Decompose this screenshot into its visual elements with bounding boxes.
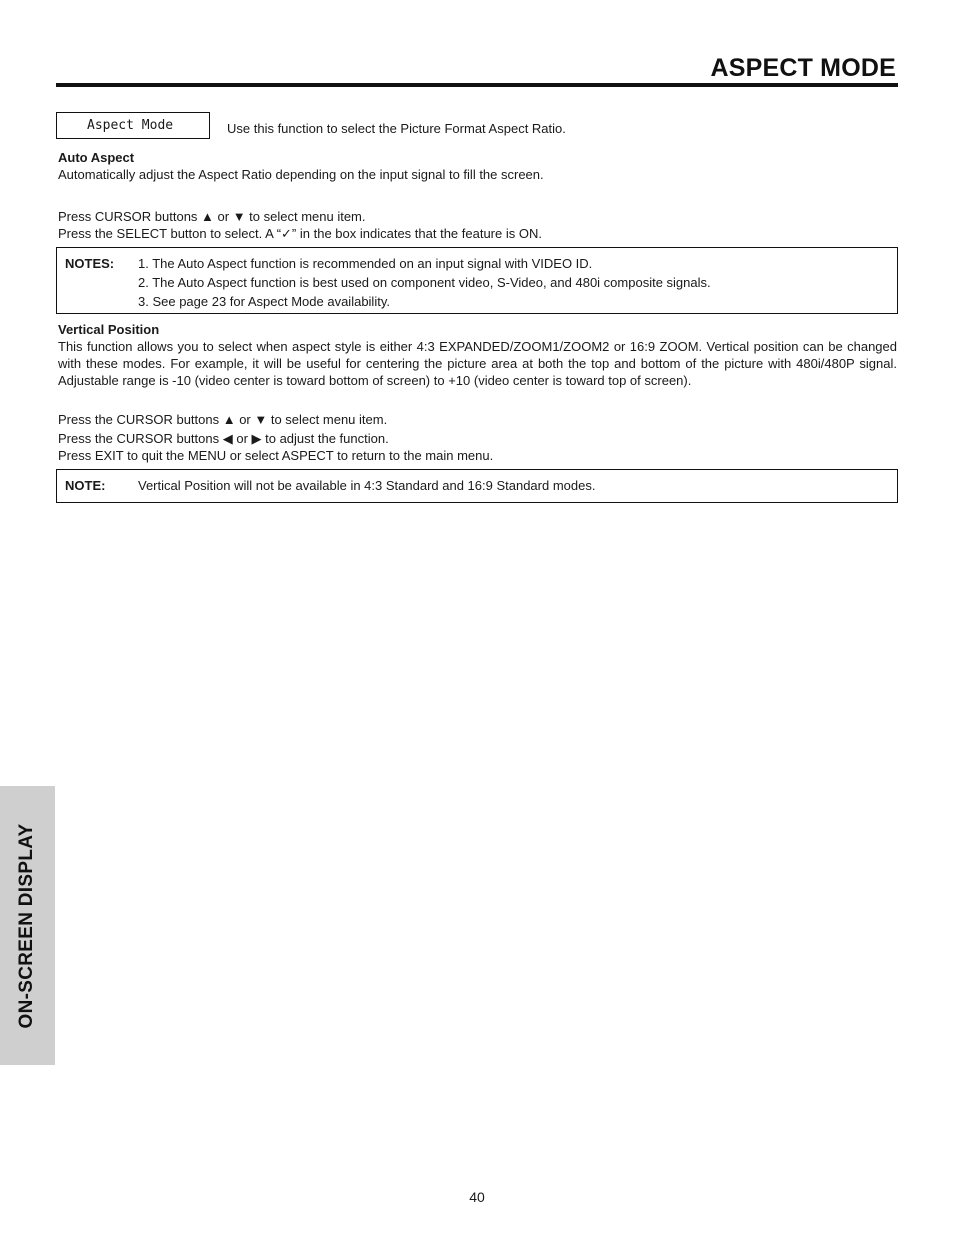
auto-aspect-section [58, 149, 898, 183]
side-tab [0, 786, 55, 1065]
note-label: NOTE: [65, 478, 106, 493]
instruction-line: Press CURSOR buttons ▲ or ▼ to select menu item. [58, 209, 366, 224]
notes-label: NOTES: [65, 256, 115, 271]
auto-aspect-heading: Auto Aspect [58, 150, 135, 165]
title-rule [56, 83, 898, 87]
auto-aspect-description: Automatically adjust the Aspect Ratio depending on the input signal to fill the screen. [58, 167, 544, 182]
instruction-line: Press the CURSOR buttons ◀ or ▶ to adjust the function. [58, 431, 389, 446]
note-text: Vertical Position will not be available in 4:3 Standard and 16:9 Standard modes. [138, 478, 596, 493]
auto-aspect-instructions [58, 208, 898, 242]
aspect-mode-menu-box [56, 112, 210, 139]
side-tab-label: ON-SCREEN DISPLAY [16, 823, 37, 1029]
aspect-mode-menu-label: Aspect Mode [87, 118, 174, 133]
notes-box [56, 247, 898, 314]
instruction-line: Press the CURSOR buttons ▲ or ▼ to select menu item. [58, 412, 388, 427]
page-title: ASPECT MODE [710, 54, 896, 82]
aspect-mode-intro: Use this function to select the Picture Format Aspect Ratio. [227, 121, 566, 136]
instruction-line: Press the SELECT button to select. A “✓” in the box indicates that the feature is ON. [58, 226, 542, 241]
vertical-position-description: This function allows you to select when aspect style is either 4:3 EXPANDED/ZOOM1/ZOOM2 or 16:9 ZOOM. Vertical position can be changed with these modes. For example, it will be useful for centering the picture area at both the top and bottom of the picture with 480i/480P signal. Adjustable range is -10 (video center is toward bottom of screen) to +10 (video center is toward top of screen). [58, 339, 897, 388]
note-box [56, 469, 898, 503]
vertical-position-instructions [58, 411, 898, 464]
vertical-position-heading: Vertical Position [58, 322, 160, 337]
vertical-position-section [58, 321, 898, 389]
note-item: 2. The Auto Aspect function is best used on component video, S-Video, and 480i composite signals. [138, 275, 711, 290]
note-item: 1. The Auto Aspect function is recommended on an input signal with VIDEO ID. [138, 256, 593, 271]
instruction-line: Press EXIT to quit the MENU or select ASPECT to return to the main menu. [58, 448, 494, 463]
note-item: 3. See page 23 for Aspect Mode availability. [138, 294, 390, 309]
page-number: 40 [469, 1189, 485, 1205]
